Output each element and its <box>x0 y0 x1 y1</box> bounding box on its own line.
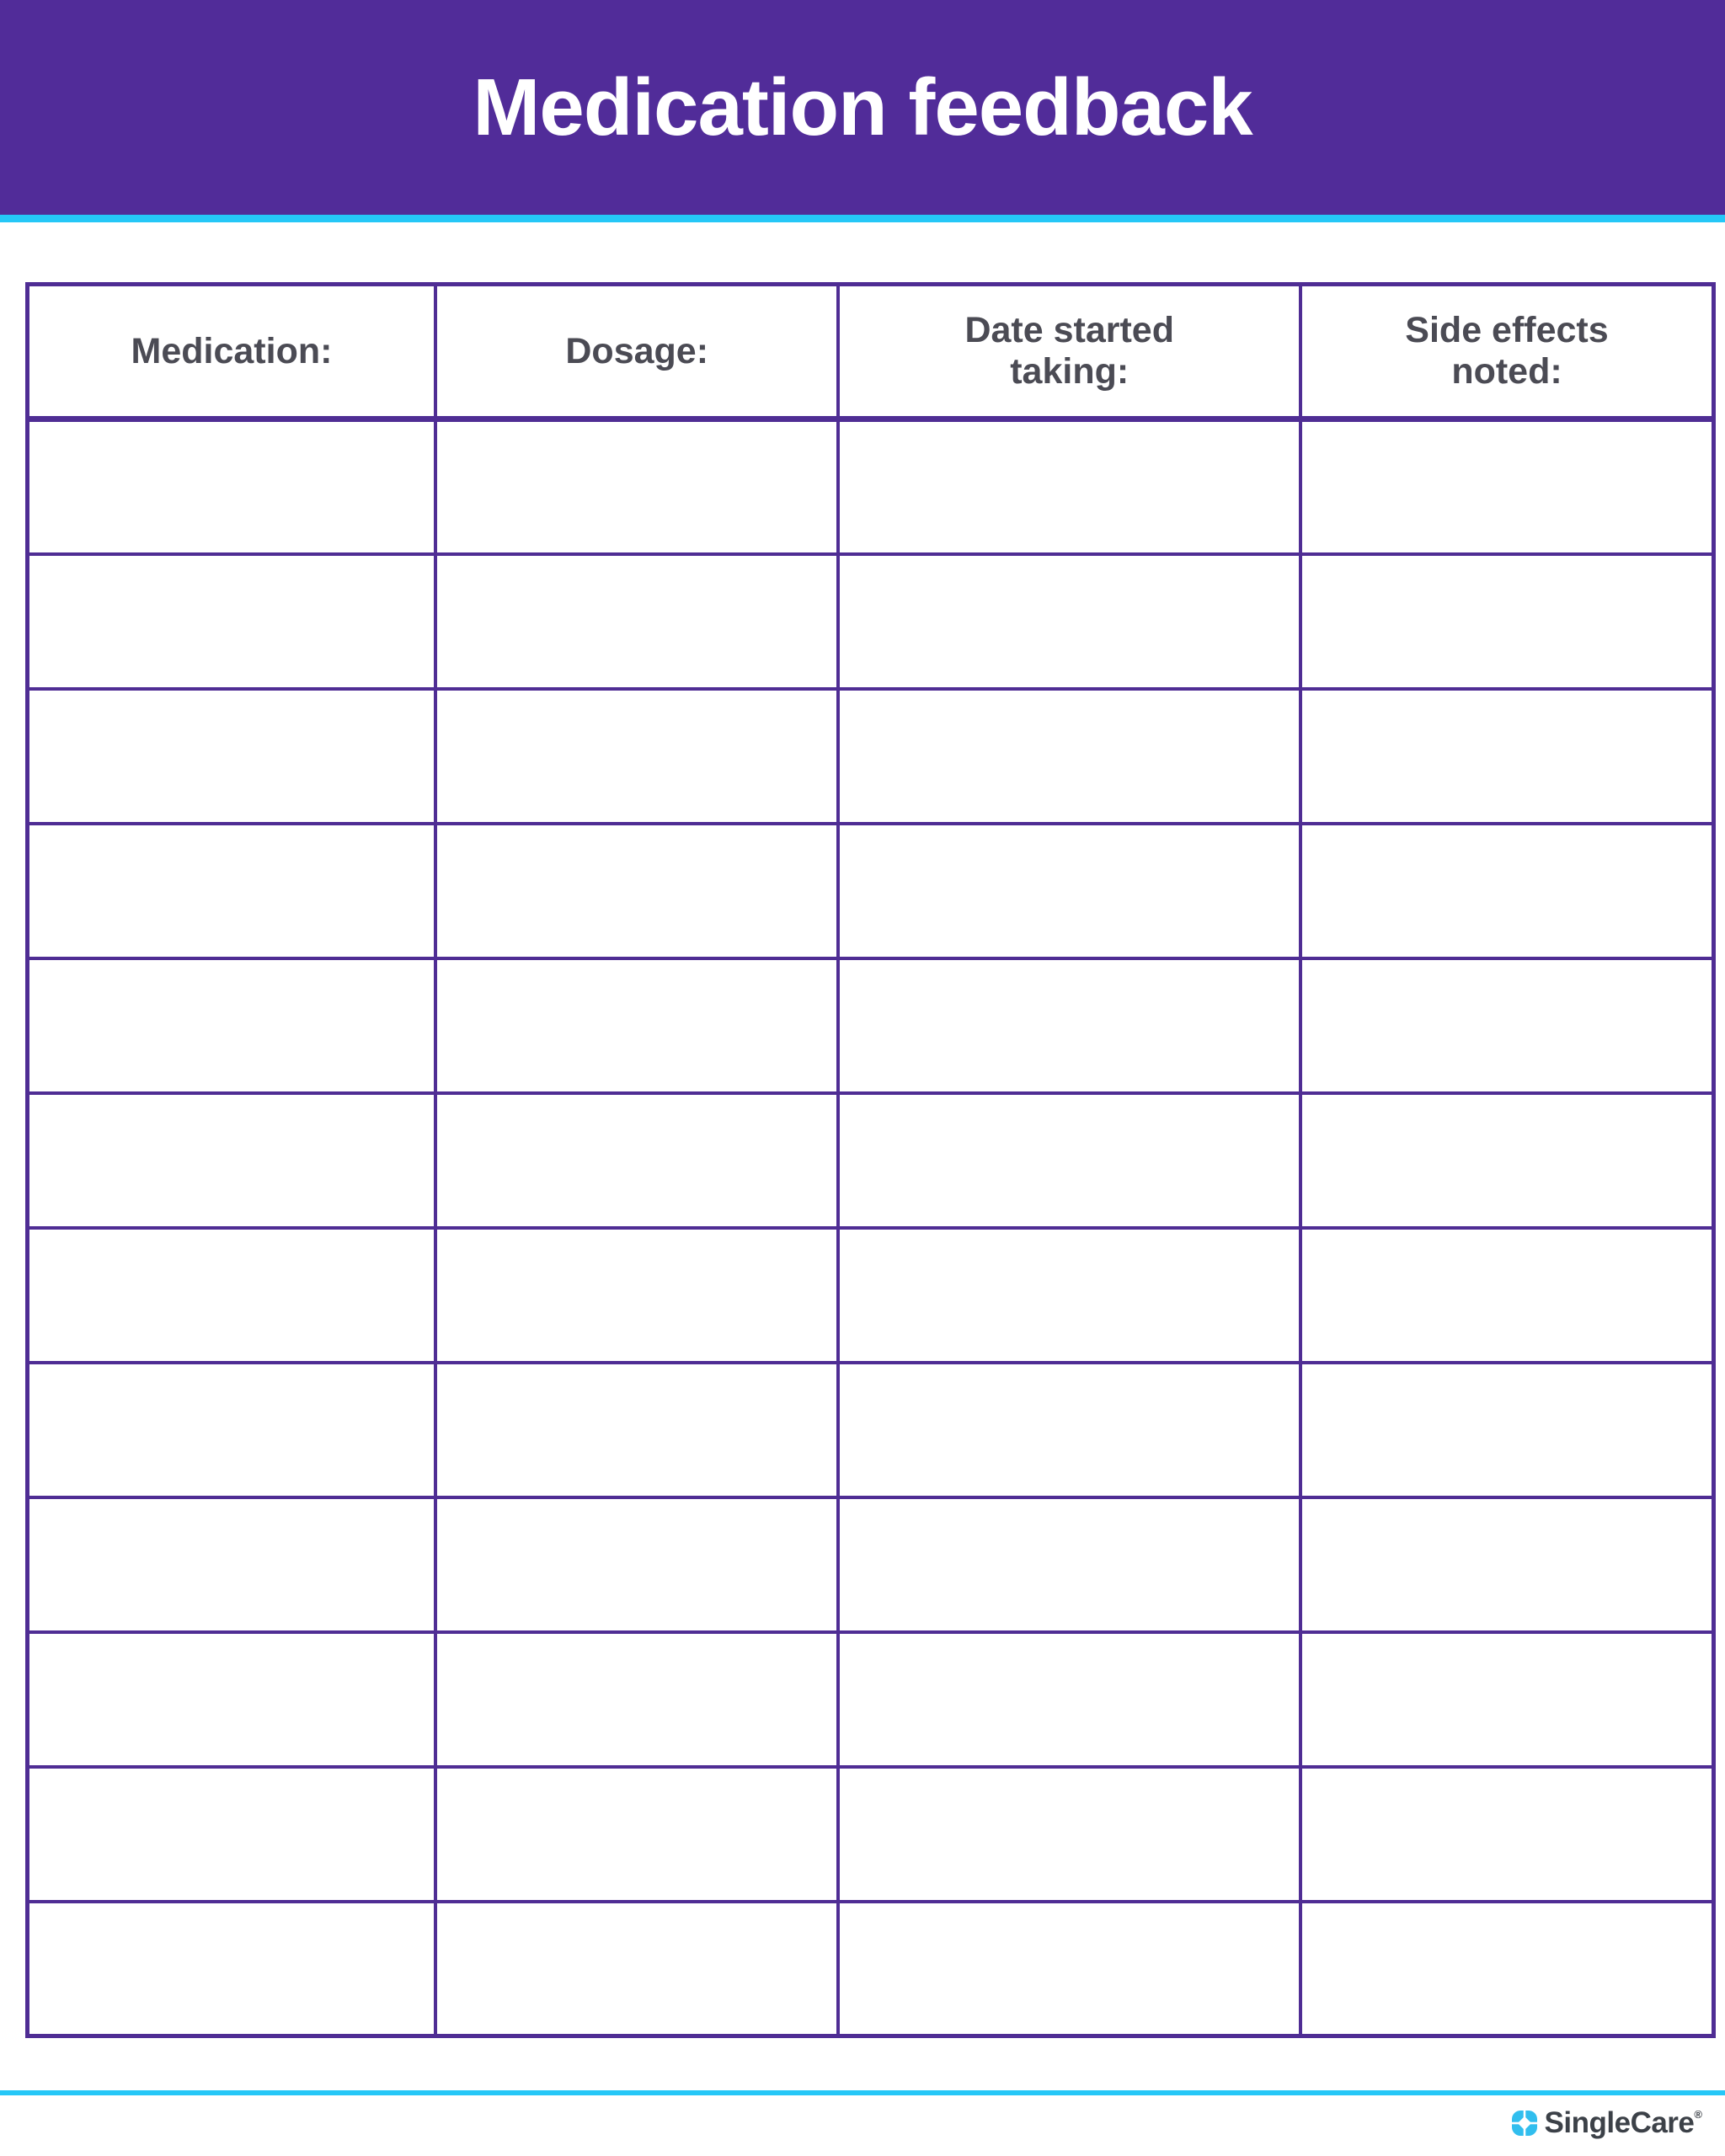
column-header-dosage <box>435 285 838 419</box>
column-header-label: taking: <box>1010 351 1130 392</box>
table-cell-empty[interactable] <box>1300 958 1714 1093</box>
table-row <box>28 1767 1714 1902</box>
table-cell-empty[interactable] <box>838 1093 1300 1228</box>
table-cell-empty[interactable] <box>1300 1767 1714 1902</box>
table-cell-empty[interactable] <box>1300 1093 1714 1228</box>
table-cell-empty[interactable] <box>838 958 1300 1093</box>
table-cell-empty[interactable] <box>28 419 435 554</box>
column-header-label: Side effects <box>1405 310 1609 351</box>
table-cell-empty[interactable] <box>838 824 1300 958</box>
table-cell-empty[interactable] <box>838 1228 1300 1363</box>
column-header-label: Dosage: <box>565 330 709 371</box>
table-cell-empty[interactable] <box>1300 419 1714 554</box>
table-row <box>28 1632 1714 1767</box>
table-cell-empty[interactable] <box>435 1363 838 1497</box>
table-cell-empty[interactable] <box>28 1093 435 1228</box>
table-cell-empty[interactable] <box>1300 554 1714 689</box>
table-body <box>28 419 1714 2036</box>
table-cell-empty[interactable] <box>1300 824 1714 958</box>
footer-accent-line <box>0 2090 1725 2095</box>
table-cell-empty[interactable] <box>1300 1902 1714 2036</box>
table-cell-empty[interactable] <box>1300 1363 1714 1497</box>
table-cell-empty[interactable] <box>838 1363 1300 1497</box>
column-header-medication <box>28 285 435 419</box>
table-row <box>28 1228 1714 1363</box>
registered-trademark-mark: ® <box>1694 2108 1702 2121</box>
table-cell-empty[interactable] <box>1300 1632 1714 1767</box>
singlecare-logo-icon <box>1512 2111 1537 2136</box>
table-cell-empty[interactable] <box>435 1902 838 2036</box>
table-cell-empty[interactable] <box>435 1228 838 1363</box>
column-header-label: Date started <box>964 310 1174 351</box>
table-header-row <box>28 285 1714 419</box>
table-cell-empty[interactable] <box>838 1767 1300 1902</box>
column-header-side-effects <box>1300 285 1714 419</box>
singlecare-logo <box>1512 2106 1702 2140</box>
table-cell-empty[interactable] <box>435 824 838 958</box>
brand-name: SingleCare <box>1544 2106 1695 2139</box>
column-header-label: noted: <box>1451 351 1562 392</box>
table-row <box>28 1093 1714 1228</box>
table-cell-empty[interactable] <box>838 689 1300 824</box>
table-cell-empty[interactable] <box>1300 1228 1714 1363</box>
table-cell-empty[interactable] <box>28 554 435 689</box>
table-cell-empty[interactable] <box>28 689 435 824</box>
table-cell-empty[interactable] <box>1300 1497 1714 1632</box>
table-cell-empty[interactable] <box>435 554 838 689</box>
table-cell-empty[interactable] <box>838 419 1300 554</box>
medication-table <box>25 282 1716 2038</box>
table-row <box>28 554 1714 689</box>
table-row <box>28 1363 1714 1497</box>
table-cell-empty[interactable] <box>435 958 838 1093</box>
table-cell-empty[interactable] <box>28 958 435 1093</box>
table-cell-empty[interactable] <box>435 419 838 554</box>
header-banner <box>0 0 1725 215</box>
table-cell-empty[interactable] <box>435 1632 838 1767</box>
header-accent-line <box>0 215 1725 222</box>
table-cell-empty[interactable] <box>28 1228 435 1363</box>
table-row <box>28 419 1714 554</box>
table-cell-empty[interactable] <box>435 1497 838 1632</box>
table-cell-empty[interactable] <box>28 1363 435 1497</box>
table-row <box>28 1497 1714 1632</box>
table-cell-empty[interactable] <box>28 1902 435 2036</box>
table-cell-empty[interactable] <box>435 1093 838 1228</box>
column-header-label: Medication: <box>131 330 333 371</box>
table-row <box>28 689 1714 824</box>
table-cell-empty[interactable] <box>435 1767 838 1902</box>
table-cell-empty[interactable] <box>1300 689 1714 824</box>
column-header-date-started <box>838 285 1300 419</box>
table-cell-empty[interactable] <box>28 1632 435 1767</box>
table-cell-empty[interactable] <box>838 1632 1300 1767</box>
table-cell-empty[interactable] <box>435 689 838 824</box>
table-cell-empty[interactable] <box>28 1497 435 1632</box>
table-row <box>28 1902 1714 2036</box>
table-cell-empty[interactable] <box>838 554 1300 689</box>
table-cell-empty[interactable] <box>28 1767 435 1902</box>
table-row <box>28 958 1714 1093</box>
table-cell-empty[interactable] <box>28 824 435 958</box>
table-row <box>28 824 1714 958</box>
table-cell-empty[interactable] <box>838 1902 1300 2036</box>
page-title: Medication feedback <box>473 61 1252 152</box>
table-cell-empty[interactable] <box>838 1497 1300 1632</box>
